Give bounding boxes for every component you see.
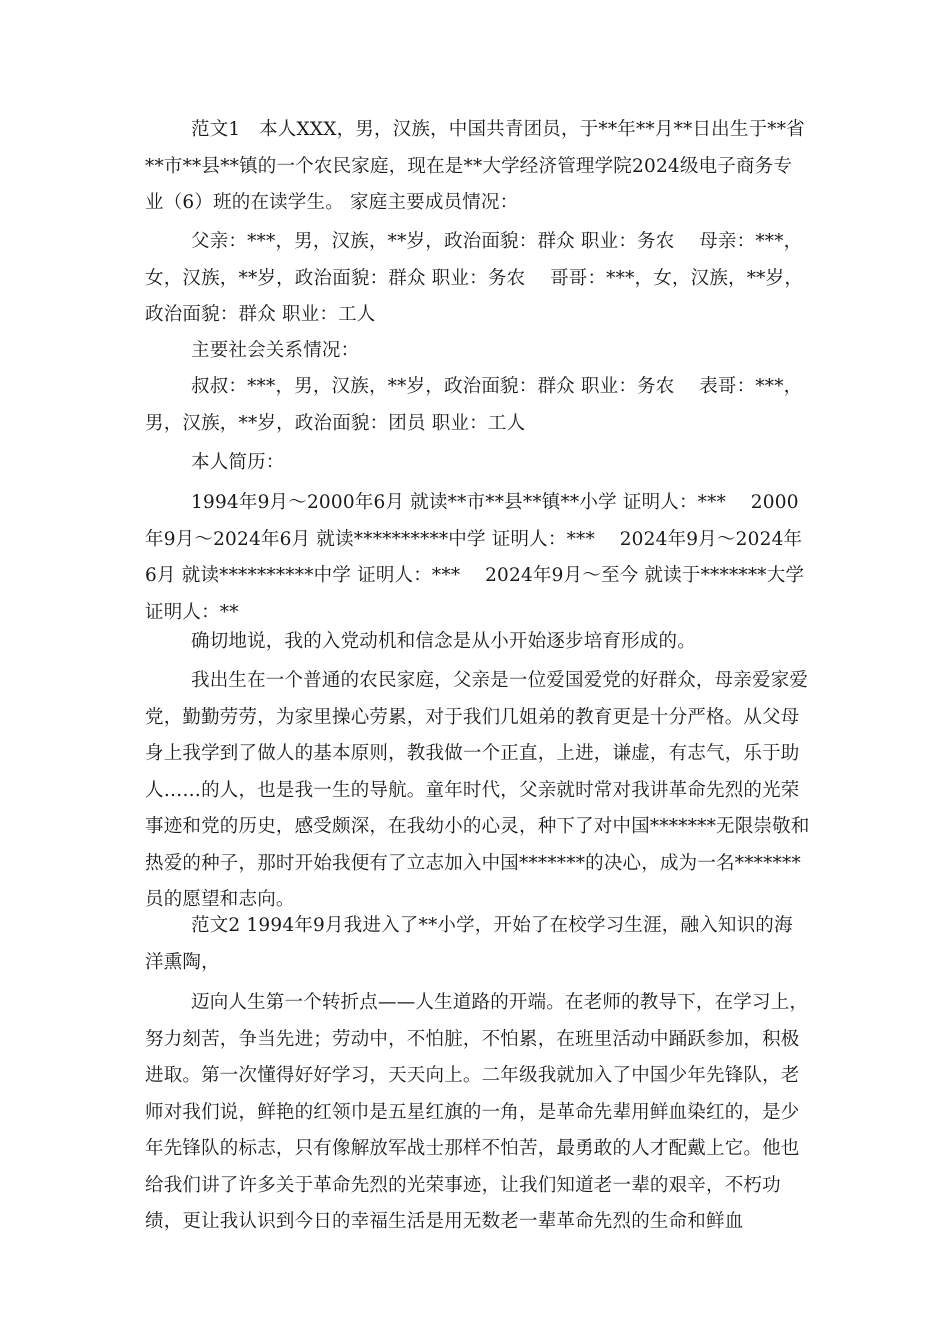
paragraph-intro: 范文1 本人XXX，男，汉族，中国共青团员，于**年**月**日出生于**省**市**县**镇的一个农民家庭，现在是**大学经济管理学院2024级电子商务专业（6）班的在读学生。 家庭主要成员情况： (145, 119, 805, 213)
paragraph-family-background: 我出生在一个普通的农民家庭，父亲是一位爱国爱党的好群众，母亲爱家爱党，勤勤劳劳，为家里操心劳累，对于我们几姐弟的教育更是十分严格。从父母身上我学到了做人的基本原则，教我做一个正直，上进，谦虚，有志气，乐于助人……的人，也是我一生的导航。童年时代，父亲就时常对我讲革命先烈的光荣事迹和党的历史，感受颇深，在我幼小的心灵，种下了对中国*******无限崇敬和热爱的种子，那时开始我便有了立志加入中国*******的决心，成为一名*******员的愿望和志向。 (145, 670, 810, 910)
paragraph-social-heading: 主要社会关系情况： (191, 340, 360, 361)
paragraph-motivation: 确切地说，我的入党动机和信念是从小开始逐步培育形成的。 (191, 631, 696, 652)
paragraph-family-members: 父亲：***，男，汉族，**岁，政治面貌：群众 职业：务农 母亲：***，女，汉族，**岁，政治面貌：群众 职业：务农 哥哥：***，女，汉族，**岁，政治面貌：群众 职业：工人 (145, 231, 804, 325)
paragraph-resume: 1994年9月～2000年6月 就读**市**县**镇**小学 证明人：*** 2000年9月～2024年6月 就读**********中学 证明人：*** 2024年9月～2024年6月 就读**********中学 证明人：*** 2024年9月～至今 就读于*******大学 证明人：** (145, 492, 805, 623)
paragraph-sample-2: 范文2 1994年9月我进入了**小学，开始了在校学习生涯，融入知识的海洋熏陶， (145, 915, 793, 973)
paragraph-resume-heading: 本人简历： (191, 452, 285, 473)
paragraph-turning-point: 迈向人生第一个转折点——人生道路的开端。在老师的教导下，在学习上，努力刻苦，争当先进；劳动中，不怕脏，不怕累，在班里活动中踊跃参加，积极进取。第一次懂得好好学习，天天向上。二年级我就加入了中国少年先锋队，老师对我们说，鲜艳的红领巾是五星红旗的一角，是革命先辈用鲜血染红的，是少年先锋队的标志，只有像解放军战士那样不怕苦，最勇敢的人才配戴上它。他也给我们讲了许多关于革命先烈的光荣事迹，让我们知道老一辈的艰辛，不朽功绩，更让我认识到今日的幸福生活是用无数老一辈革命先烈的生命和鲜血 (145, 992, 809, 1232)
paragraph-social-relations: 叔叔：***，男，汉族，**岁，政治面貌：群众 职业：务农 表哥：***，男，汉族，**岁，政治面貌：团员 职业：工人 (145, 376, 803, 434)
